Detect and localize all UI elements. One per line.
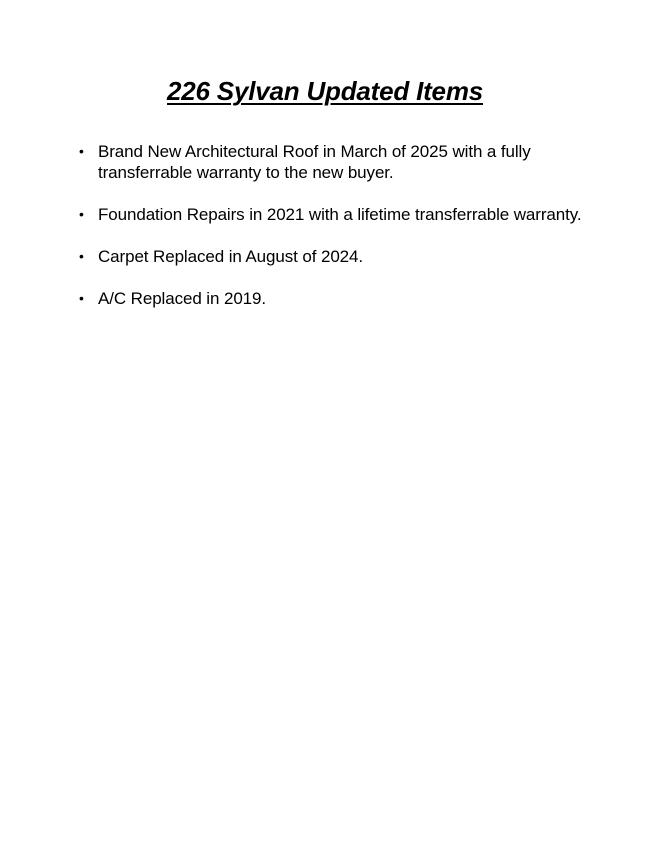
bullet-icon: • [79, 248, 84, 264]
list-item [79, 246, 598, 267]
document-title: 226 Sylvan Updated Items [167, 76, 483, 106]
list-item [79, 288, 598, 309]
list-item-text: Brand New Architectural Roof in March of 2025 with a fully transferrable warranty to the new buyer. [98, 142, 531, 182]
list-item-text: Foundation Repairs in 2021 with a lifetime transferrable warranty. [98, 205, 582, 224]
list-item [79, 204, 598, 225]
bullet-icon: • [79, 143, 84, 159]
bullet-icon: • [79, 206, 84, 222]
list-item [79, 141, 598, 183]
updated-items-list [79, 141, 598, 330]
list-item-text: Carpet Replaced in August of 2024. [98, 247, 364, 266]
list-item-text: A/C Replaced in 2019. [98, 289, 267, 308]
bullet-icon: • [79, 290, 84, 306]
